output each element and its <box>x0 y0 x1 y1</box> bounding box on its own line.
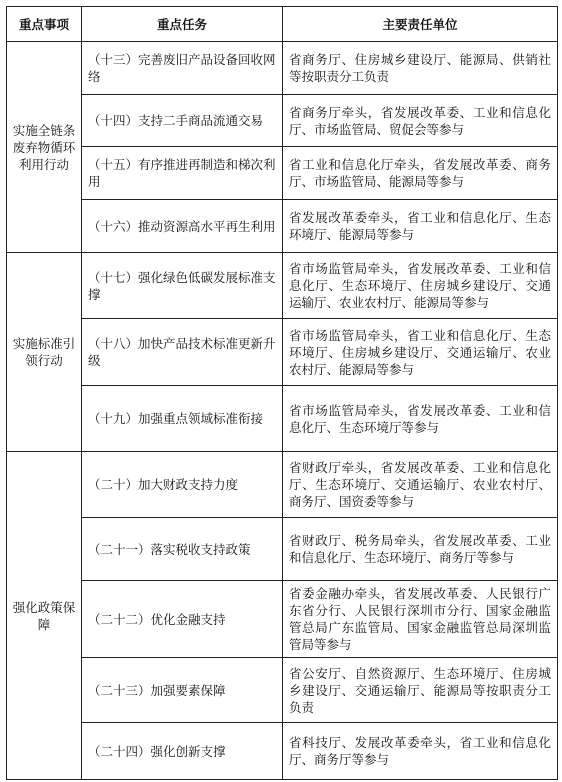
unit-cell: 省市场监管局牵头，省工业和信息化厅、生态环境厅、住房城乡建设厅、交通运输厅、农业农村厅、能源局等参与 <box>283 319 558 386</box>
table-row <box>7 386 558 452</box>
task-cell: （二十三）加强要素保障 <box>82 658 283 723</box>
table-row <box>7 200 558 253</box>
task-cell: （十九）加强重点领域标准衔接 <box>82 386 283 452</box>
unit-cell: 省市场监管局牵头，省发展改革委、工业和信息化厅、生态环境厅等参与 <box>283 386 558 452</box>
unit-cell: 省商务厅牵头，省发展改革委、工业和信息化厅、市场监管局、贸促会等参与 <box>283 95 558 147</box>
unit-cell: 省公安厅、自然资源厅、生态环境厅、住房城乡建设厅、交通运输厅、能源局等按职责分工负责 <box>283 658 558 723</box>
task-cell: （十三）完善废旧产品设备回收网络 <box>82 42 283 95</box>
task-cell: （二十一）落实税收支持政策 <box>82 518 283 581</box>
unit-cell: 省财政厅牵头，省发展改革委、工业和信息化厅、生态环境厅、交通运输厅、农业农村厅、商务厅、国资委等参与 <box>283 452 558 518</box>
unit-cell: 省财政厅、税务局牵头，省发展改革委、工业和信息化厅、生态环境厅、商务厅等参与 <box>283 518 558 581</box>
header-row <box>7 7 558 42</box>
unit-cell: 省发展改革委牵头，省工业和信息化厅、生态环境厅、能源局等参与 <box>283 200 558 253</box>
category-cell: 实施标准引领行动 <box>7 253 82 452</box>
header-task: 重点任务 <box>82 7 283 42</box>
table-row <box>7 95 558 147</box>
table-row <box>7 253 558 319</box>
task-cell: （二十）加大财政支持力度 <box>82 452 283 518</box>
table-row <box>7 319 558 386</box>
task-cell: （十八）加快产品技术标准更新升级 <box>82 319 283 386</box>
table-row <box>7 518 558 581</box>
task-cell: （十五）有序推进再制造和梯次利用 <box>82 147 283 200</box>
header-category: 重点事项 <box>7 7 82 42</box>
table-row <box>7 42 558 95</box>
unit-cell: 省市场监管局牵头，省发展改革委、工业和信息化厅、生态环境厅、住房城乡建设厅、交通运输厅、农业农村厅、能源局等参与 <box>283 253 558 319</box>
table-row <box>7 723 558 780</box>
table-row <box>7 581 558 658</box>
unit-cell: 省商务厅、住房城乡建设厅、能源局、供销社等按职责分工负责 <box>283 42 558 95</box>
task-cell: （十六）推动资源高水平再生利用 <box>82 200 283 253</box>
unit-cell: 省工业和信息化厅牵头，省发展改革委、商务厅、市场监管局、能源局等参与 <box>283 147 558 200</box>
table-row <box>7 658 558 723</box>
responsibility-table <box>6 6 558 780</box>
category-cell: 强化政策保障 <box>7 452 82 780</box>
task-cell: （十七）强化绿色低碳发展标准支撑 <box>82 253 283 319</box>
task-cell: （十四）支持二手商品流通交易 <box>82 95 283 147</box>
table-row <box>7 147 558 200</box>
header-unit: 主要责任单位 <box>283 7 558 42</box>
task-cell: （二十四）强化创新支撑 <box>82 723 283 780</box>
unit-cell: 省科技厅、发展改革委牵头，省工业和信息化厅、商务厅等参与 <box>283 723 558 780</box>
unit-cell: 省委金融办牵头，省发展改革委、人民银行广东省分行、人民银行深圳市分行、国家金融监管总局广东监管局、国家金融监管总局深圳监管局等参与 <box>283 581 558 658</box>
task-cell: （二十二）优化金融支持 <box>82 581 283 658</box>
category-cell: 实施全链条废弃物循环利用行动 <box>7 42 82 253</box>
table-row <box>7 452 558 518</box>
